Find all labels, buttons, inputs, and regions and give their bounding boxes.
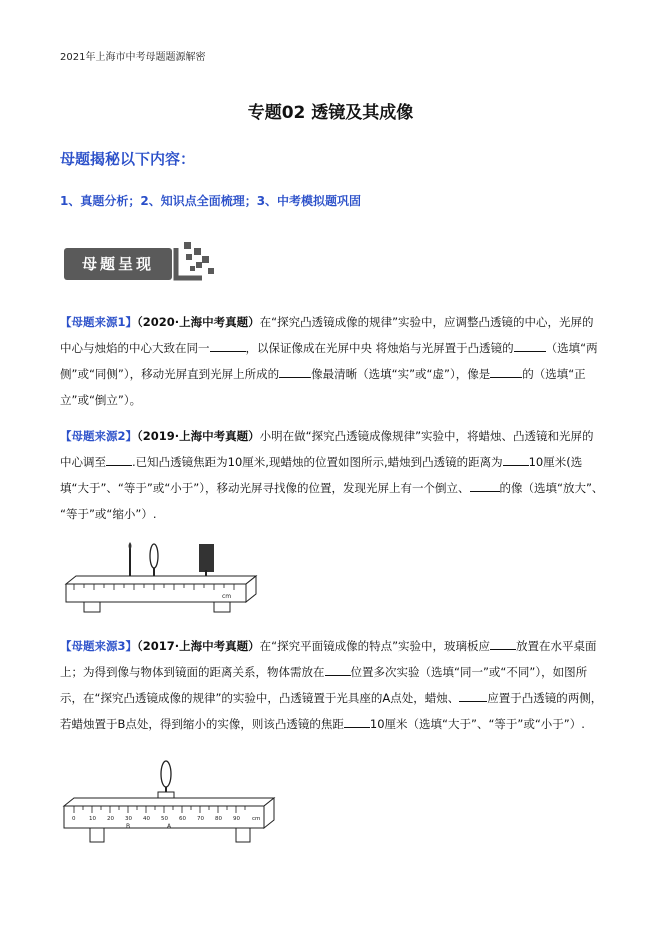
figure-unit-label: cm bbox=[222, 593, 232, 600]
question-text: 小明在做“探究凸透镜成像规律”实验中，将蜡烛、凸透镜和光屏的 bbox=[259, 429, 594, 443]
optical-bench-figure-1 bbox=[62, 540, 262, 620]
question-text: 应置于凸透镜的两侧， bbox=[487, 691, 603, 705]
scale-tick-label: 10 bbox=[89, 816, 96, 822]
question-text: 立”或“倒立”）。 bbox=[60, 393, 142, 407]
point-b-label: B bbox=[126, 823, 131, 830]
answer-blank[interactable] bbox=[470, 478, 500, 492]
figure-unit-label: cm bbox=[252, 816, 261, 822]
answer-blank[interactable] bbox=[325, 662, 351, 676]
question-1 bbox=[60, 309, 608, 413]
document-header: 2021年上海市中考母题题源解密 bbox=[60, 52, 206, 63]
answer-blank[interactable] bbox=[514, 338, 546, 352]
question-text: 在“探究平面镜成像的特点”实验中，玻璃板应 bbox=[259, 639, 491, 653]
question-text: 中心调至 bbox=[60, 455, 106, 469]
question-text: ，以保证像成在光屏中央 将烛焰与光屏置于凸透镜的 bbox=[245, 341, 514, 355]
scale-tick-label: 70 bbox=[197, 816, 204, 822]
question-source-label: 【母题来源1】 bbox=[60, 315, 138, 329]
answer-blank[interactable] bbox=[490, 636, 516, 650]
question-text: 若蜡烛置于B点处，得到缩小的实像，则该凸透镜的焦距 bbox=[60, 717, 344, 731]
question-text: 位置多次实验（选填“同一”或“不同”），如图所 bbox=[350, 665, 588, 679]
banner-label: 母题呈现 bbox=[64, 248, 172, 280]
scale-tick-label: 30 bbox=[125, 816, 132, 822]
question-text: 侧”或“同侧”），移动光屏直到光屏上所成的 bbox=[60, 367, 280, 381]
scale-tick-label: 0 bbox=[72, 816, 76, 822]
question-text: 中心与烛焰的中心大致在同一 bbox=[60, 341, 210, 355]
answer-blank[interactable] bbox=[459, 688, 487, 702]
question-year: （2017·上海中考真题） bbox=[137, 639, 260, 653]
question-text: 放置在水平桌面 bbox=[516, 639, 597, 653]
answer-blank[interactable] bbox=[210, 338, 246, 352]
scale-tick-label: 60 bbox=[179, 816, 186, 822]
section-banner bbox=[64, 240, 214, 284]
answer-blank[interactable] bbox=[344, 714, 370, 728]
question-text: 上；为得到像与物体到镜面的距离关系，物体需放在 bbox=[60, 665, 325, 679]
point-a-label: A bbox=[167, 823, 172, 830]
question-text: 的像（选填“放大”、 bbox=[499, 481, 604, 495]
question-text: 10厘米（选填“大于”、“等于”或“小于”）. bbox=[369, 717, 585, 731]
page-title: 专题02 透镜及其成像 bbox=[247, 103, 414, 123]
question-text: .已知凸透镜焦距为10厘米,现蜡烛的位置如图所示,蜡烛到凸透镜的距离为 bbox=[132, 455, 503, 469]
question-text: 在“探究凸透镜成像的规律”实验中，应调整凸透镜的中心，光屏的 bbox=[259, 315, 594, 329]
question-text: 像最清晰（选填“实”或“虚”），像是 bbox=[311, 367, 491, 381]
scale-tick-label: 50 bbox=[161, 816, 168, 822]
question-year: （2020·上海中考真题） bbox=[137, 315, 260, 329]
scale-tick-label: 90 bbox=[233, 816, 240, 822]
question-source-label: 【母题来源2】 bbox=[60, 429, 138, 443]
answer-blank[interactable] bbox=[106, 452, 132, 466]
scale-tick-label: 20 bbox=[107, 816, 114, 822]
optical-bench-figure-2 bbox=[60, 758, 280, 848]
question-2 bbox=[60, 423, 608, 527]
banner-decoration-icon bbox=[172, 240, 220, 284]
question-text: “等于”或“缩小”）. bbox=[60, 507, 157, 521]
scale-tick-label: 40 bbox=[143, 816, 150, 822]
answer-blank[interactable] bbox=[503, 452, 529, 466]
answer-blank[interactable] bbox=[490, 364, 522, 378]
convex-lens bbox=[150, 544, 158, 568]
question-text: 的（选填“正 bbox=[522, 367, 586, 381]
light-screen bbox=[199, 544, 214, 572]
question-source-label: 【母题来源3】 bbox=[60, 639, 138, 653]
question-3 bbox=[60, 633, 608, 737]
question-text: （选填“两 bbox=[545, 341, 598, 355]
question-year: （2019·上海中考真题） bbox=[137, 429, 260, 443]
scale-tick-label: 80 bbox=[215, 816, 222, 822]
question-text: 填“大于”、“等于”或“小于”），移动光屏寻找像的位置，发现光屏上有一个倒立、 bbox=[60, 481, 470, 495]
table-of-contents: 1、真题分析；2、知识点全面梳理；3、中考模拟题巩固 bbox=[60, 194, 362, 208]
question-text: 10厘米(选 bbox=[528, 455, 583, 469]
answer-blank[interactable] bbox=[279, 364, 311, 378]
reveal-heading: 母题揭秘以下内容： bbox=[60, 150, 196, 168]
convex-lens bbox=[161, 761, 171, 787]
question-text: 示，在“探究凸透镜成像的规律”的实验中，凸透镜置于光具座的A点处，蜡烛、 bbox=[60, 691, 460, 705]
